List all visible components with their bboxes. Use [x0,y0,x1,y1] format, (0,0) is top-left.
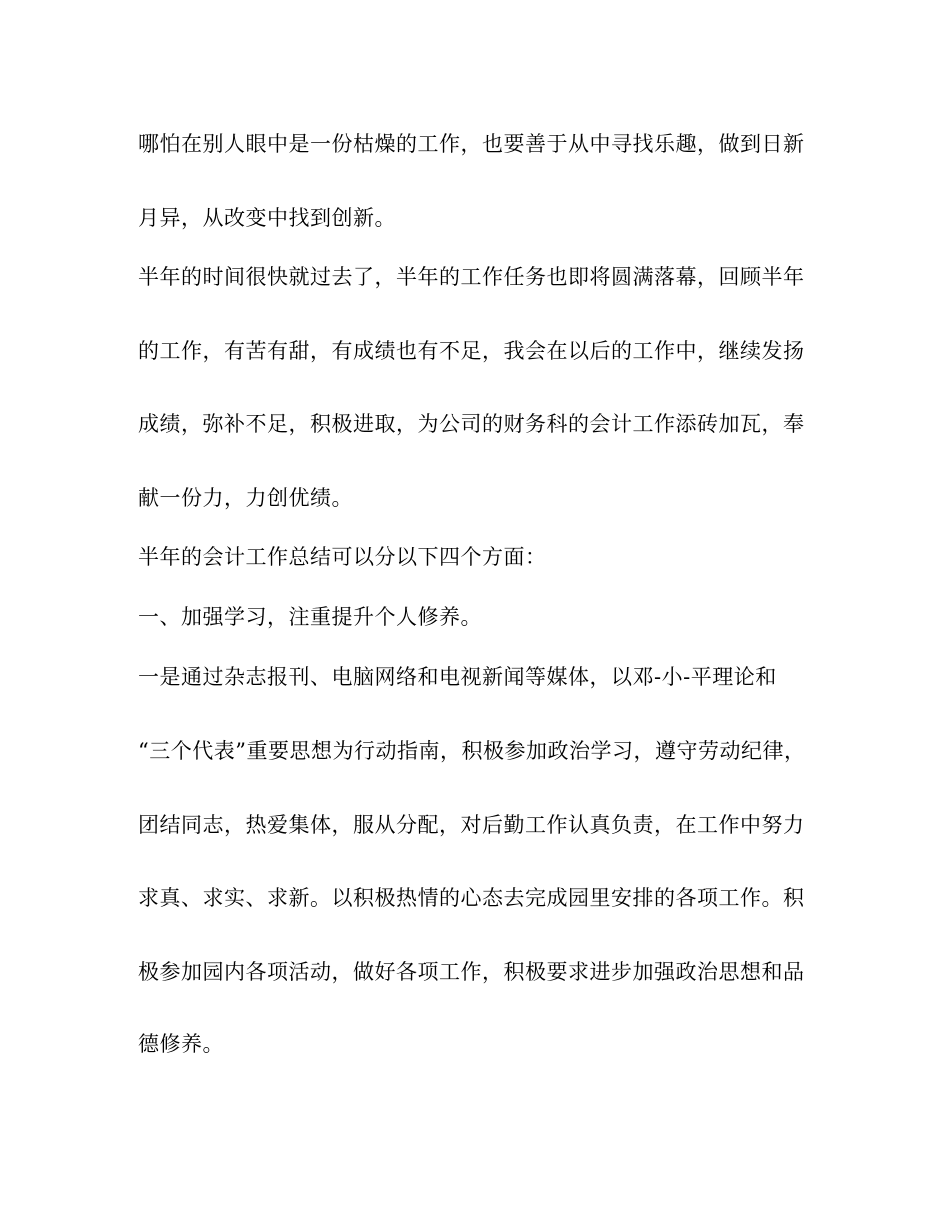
text-line: 成绩，弥补不足，积极进取，为公司的财务科的会计工作添砖加瓦，奉 [138,412,805,436]
text-line: 极参加园内各项活动，做好各项工作，积极要求进步加强政治思想和品 [138,960,805,984]
section-heading: 一、加强学习，注重提升个人修养。 [138,605,482,629]
text-line: 半年的时间很快就过去了，半年的工作任务也即将圆满落幕，回顾半年 [138,265,805,289]
text-line: 月异，从改变中找到创新。 [138,206,396,230]
text-line: 的工作，有苦有甜，有成绩也有不足，我会在以后的工作中，继续发扬 [138,339,805,363]
text-line: 一是通过杂志报刊、电脑网络和电视新闻等媒体，以邓-小-平理论和 [138,665,777,689]
text-line: 半年的会计工作总结可以分以下四个方面： [138,545,547,569]
text-line: 献一份力，力创优绩。 [138,486,353,510]
text-line: 团结同志，热爱集体，服从分配，对后勤工作认真负责，在工作中努力 [138,813,805,837]
text-line: “三个代表”重要思想为行动指南，积极参加政治学习，遵守劳动纪律， [138,739,806,763]
text-line: 德修养。 [138,1032,224,1056]
text-line: 求真、求实、求新。以积极热情的心态去完成园里安排的各项工作。积 [138,886,805,910]
text-line: 哪怕在别人眼中是一份枯燥的工作，也要善于从中寻找乐趣，做到日新 [138,132,805,156]
